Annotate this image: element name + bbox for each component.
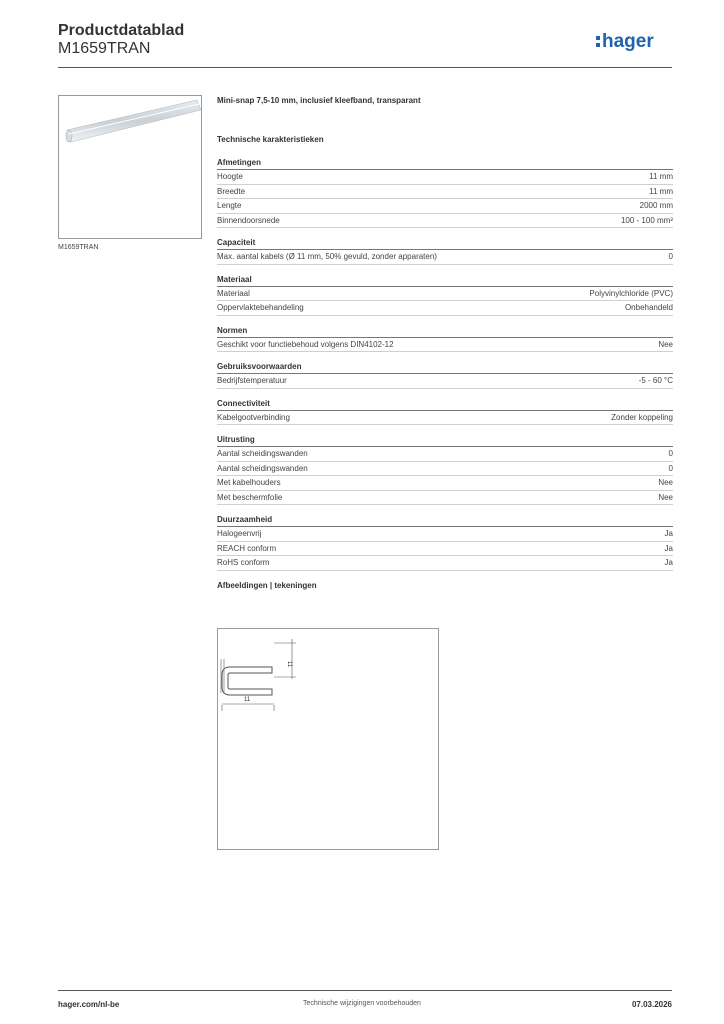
spec-row bbox=[217, 462, 673, 477]
spec-label: Lengte bbox=[217, 201, 242, 211]
spec-label: Bedrijfstemperatuur bbox=[217, 376, 287, 386]
spec-row bbox=[217, 476, 673, 491]
section-title: Gebruiksvoorwaarden bbox=[217, 362, 673, 374]
spec-content bbox=[217, 96, 673, 590]
spec-value: 11 mm bbox=[649, 186, 673, 196]
spec-label: Binnendoorsnede bbox=[217, 215, 280, 225]
footer-note: Technische wijzigingen voorbehouden bbox=[303, 1000, 421, 1007]
images-title: Afbeeldingen | tekeningen bbox=[217, 580, 317, 590]
section-title: Connectiviteit bbox=[217, 399, 673, 411]
spec-row bbox=[217, 250, 673, 265]
footer-website: hager.com/nl-be bbox=[58, 1000, 120, 1009]
profile-drawing bbox=[218, 629, 438, 849]
section-title: Capaciteit bbox=[217, 238, 673, 250]
spec-label: Materiaal bbox=[217, 288, 250, 298]
cable-duct-image bbox=[59, 96, 201, 238]
footer-divider bbox=[58, 990, 672, 991]
product-code: M1659TRAN bbox=[58, 40, 151, 57]
spec-value: Onbehandeld bbox=[624, 303, 673, 313]
page-title: Productdatablad bbox=[58, 22, 185, 39]
section-title: Normen bbox=[217, 326, 673, 338]
spec-label: Met beschermfolie bbox=[217, 492, 283, 502]
spec-value: Nee bbox=[658, 339, 673, 349]
spec-value: Ja bbox=[664, 529, 673, 539]
spec-value: 0 bbox=[668, 463, 673, 473]
spec-section bbox=[217, 435, 673, 505]
footer-date: 07.03.2026 bbox=[631, 1000, 672, 1009]
spec-value: Zonder koppeling bbox=[611, 412, 673, 422]
spec-value: Nee bbox=[658, 492, 673, 502]
spec-section bbox=[217, 158, 673, 228]
spec-value: 0 bbox=[668, 252, 673, 262]
spec-section bbox=[217, 238, 673, 265]
width-dimension: 11 bbox=[244, 697, 251, 703]
spec-value: 100 - 100 mm² bbox=[620, 215, 673, 225]
spec-section bbox=[217, 326, 673, 353]
product-photo bbox=[58, 95, 202, 239]
spec-row bbox=[217, 214, 673, 229]
spec-label: Geschikt voor functiebehoud volgens DIN4102-12 bbox=[217, 339, 394, 349]
spec-row bbox=[217, 447, 673, 462]
spec-label: RoHS conform bbox=[217, 558, 270, 568]
spec-label: Hoogte bbox=[217, 172, 243, 182]
spec-value: 0 bbox=[668, 449, 673, 459]
spec-value: -5 - 60 °C bbox=[638, 376, 673, 386]
spec-label: Halogeenvrij bbox=[217, 529, 262, 539]
spec-row bbox=[217, 301, 673, 316]
spec-label: Aantal scheidingswanden bbox=[217, 463, 308, 473]
spec-label: Max. aantal kabels (Ø 11 mm, 50% gevuld, zonder apparaten) bbox=[217, 252, 437, 262]
spec-row bbox=[217, 338, 673, 353]
spec-value: Nee bbox=[658, 478, 673, 488]
spec-row bbox=[217, 556, 673, 571]
technical-drawing bbox=[217, 628, 439, 850]
spec-row bbox=[217, 185, 673, 200]
spec-label: Oppervlaktebehandeling bbox=[217, 303, 304, 313]
spec-sections bbox=[217, 158, 673, 571]
section-title: Uitrusting bbox=[217, 435, 673, 447]
header-divider bbox=[58, 67, 672, 68]
spec-row bbox=[217, 527, 673, 542]
spec-row bbox=[217, 374, 673, 389]
tech-characteristics-title: Technische karakteristieken bbox=[217, 135, 324, 144]
spec-row bbox=[217, 287, 673, 302]
spec-section bbox=[217, 275, 673, 316]
section-title: Afmetingen bbox=[217, 158, 673, 170]
spec-row bbox=[217, 542, 673, 557]
spec-label: Kabelgootverbinding bbox=[217, 412, 290, 422]
spec-section bbox=[217, 515, 673, 571]
spec-row bbox=[217, 170, 673, 185]
hager-logo bbox=[594, 26, 674, 56]
spec-label: Aantal scheidingswanden bbox=[217, 449, 308, 459]
spec-row bbox=[217, 411, 673, 426]
photo-caption: M1659TRAN bbox=[58, 244, 99, 251]
spec-label: Breedte bbox=[217, 186, 246, 196]
spec-row bbox=[217, 491, 673, 506]
spec-row bbox=[217, 199, 673, 214]
product-description: Mini-snap 7,5-10 mm, inclusief kleefband, transparant bbox=[217, 96, 421, 105]
spec-label: Met kabelhouders bbox=[217, 478, 281, 488]
spec-value: Ja bbox=[664, 558, 673, 568]
spec-section bbox=[217, 399, 673, 426]
spec-value: 11 mm bbox=[649, 172, 673, 182]
spec-value: Ja bbox=[664, 543, 673, 553]
spec-value: Polyvinylchloride (PVC) bbox=[589, 288, 673, 298]
spec-label: REACH conform bbox=[217, 543, 277, 553]
height-dimension: 11 bbox=[286, 661, 292, 668]
section-title: Duurzaamheid bbox=[217, 515, 673, 527]
section-title: Materiaal bbox=[217, 275, 673, 287]
spec-value: 2000 mm bbox=[639, 201, 673, 211]
logo-text: hager bbox=[602, 31, 654, 52]
spec-section bbox=[217, 362, 673, 389]
